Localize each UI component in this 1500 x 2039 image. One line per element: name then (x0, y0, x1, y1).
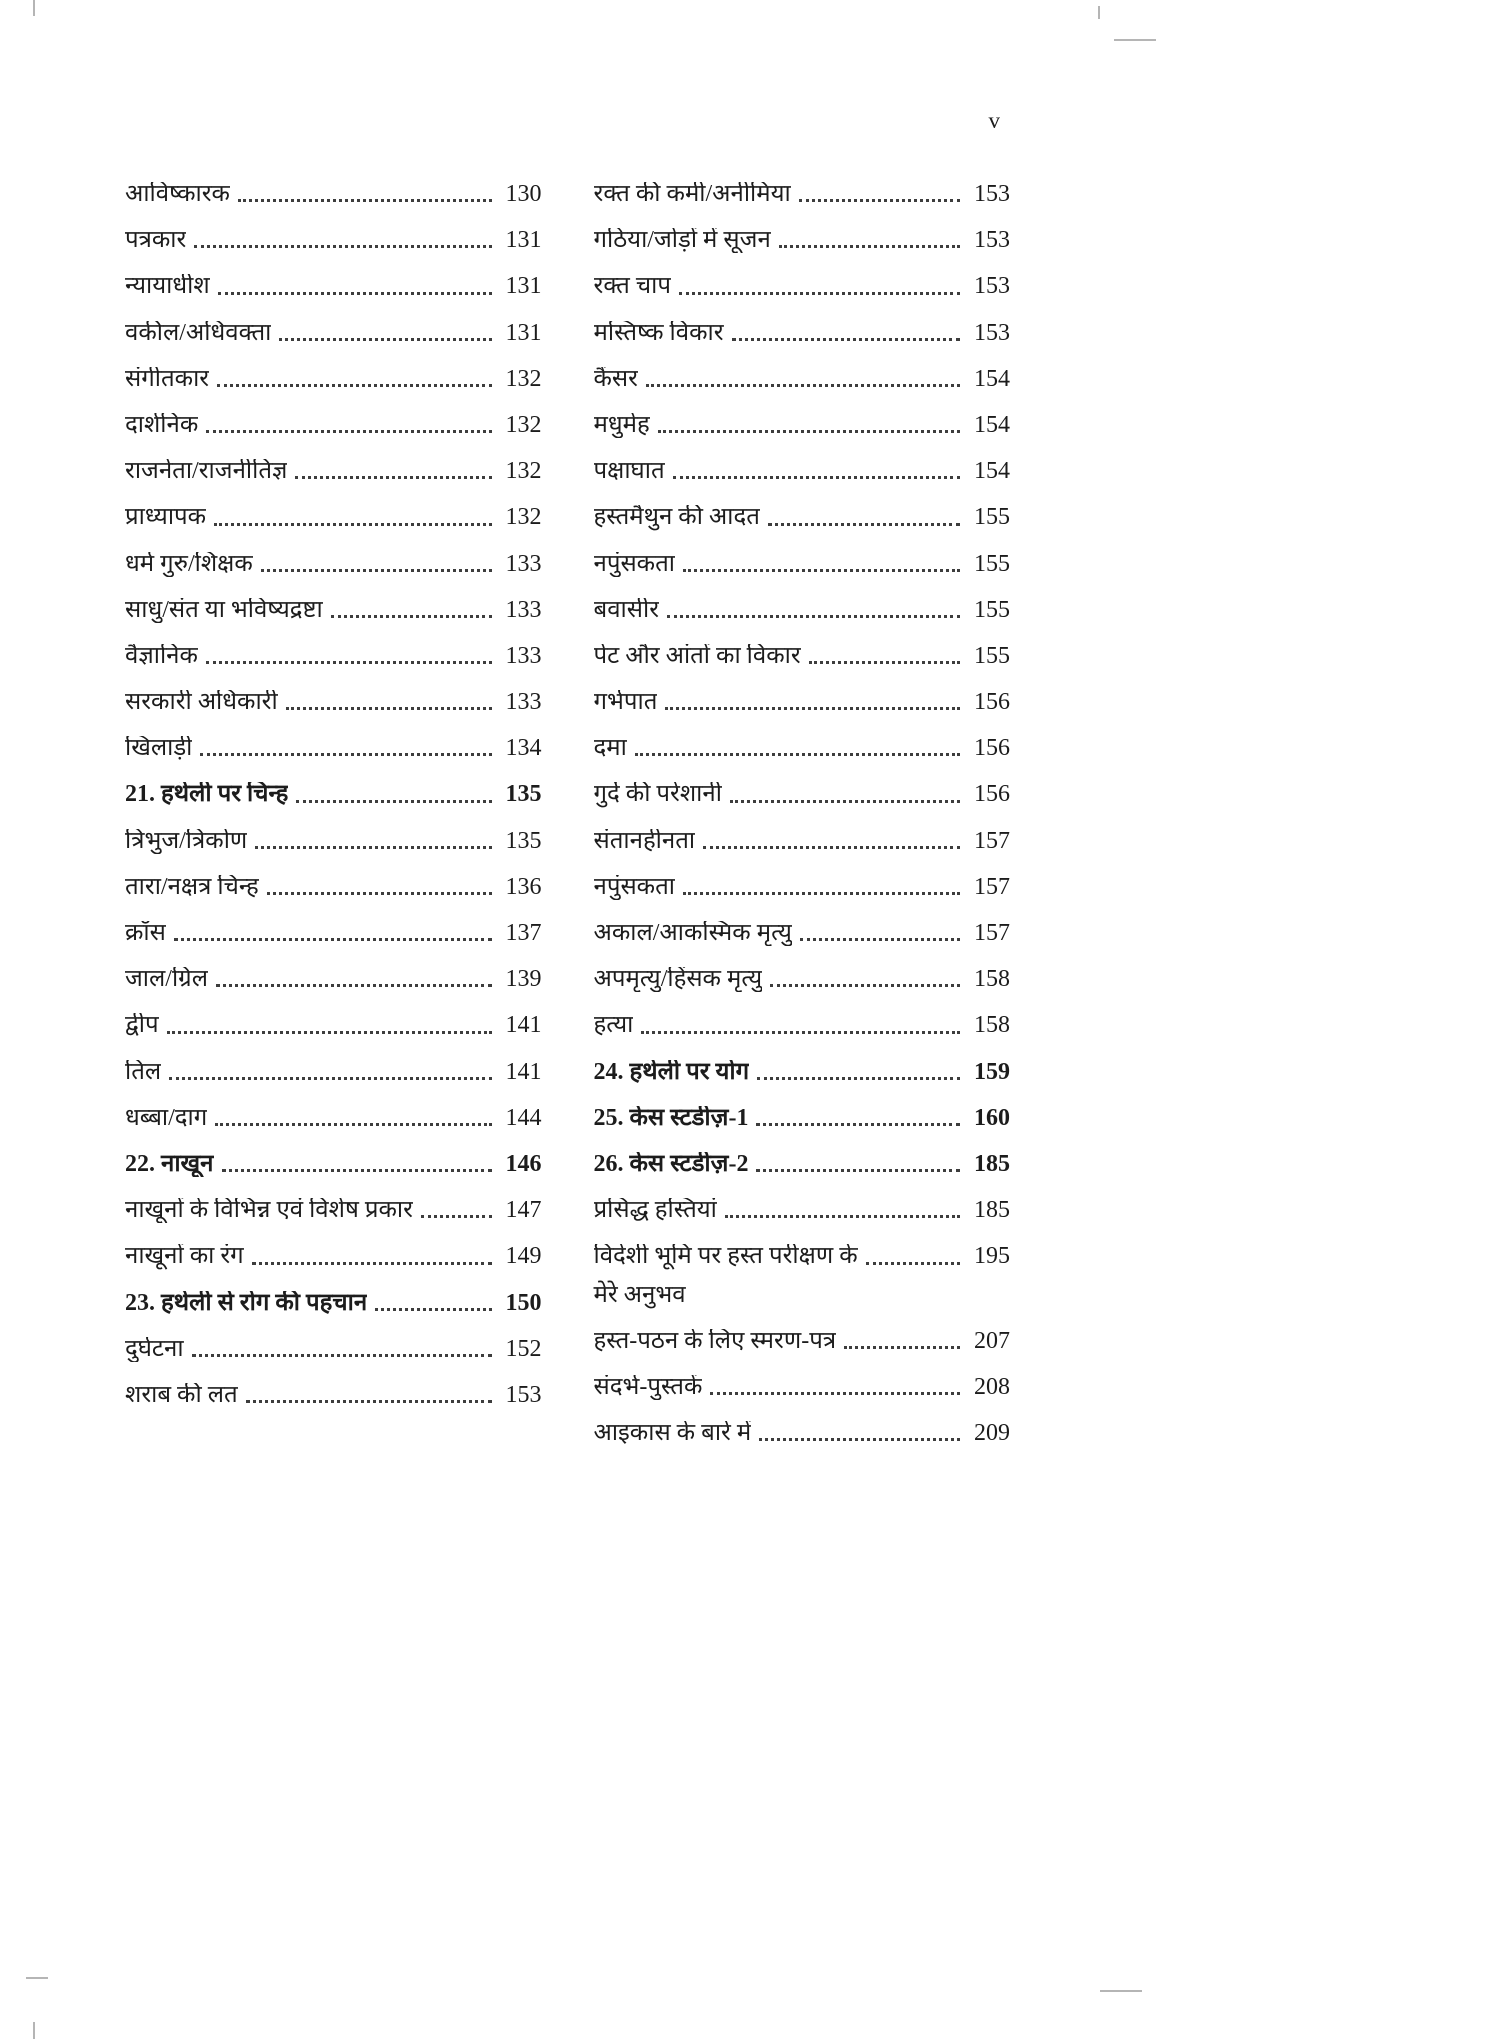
toc-entry-page: 155 (974, 504, 1010, 531)
toc-entry-label: आविष्कारक (125, 182, 230, 207)
toc-entry-page: 139 (505, 966, 542, 993)
toc-entry-page: 135 (505, 781, 542, 808)
toc-entry-label: रक्त चाप (593, 274, 671, 300)
toc-entry-page: 209 (974, 1420, 1010, 1447)
dot-leader (844, 1346, 960, 1349)
crop-mark-bottom-right (1100, 1990, 1142, 1992)
crop-mark-top-left (33, 0, 35, 16)
dot-leader (799, 199, 960, 202)
toc-entry-label: न्यायाधीश (125, 274, 210, 300)
toc-entry-label: 22. नाखून (125, 1151, 214, 1177)
toc-entry-label: 23. हथेली से रोग की पहचान (125, 1290, 368, 1316)
toc-entry-page: 134 (505, 735, 542, 762)
page-number: v (988, 108, 1000, 133)
toc-entry-label: विदेशी भूमि पर हस्त परीक्षण के (593, 1244, 858, 1270)
toc-entry[interactable] (594, 1152, 1011, 1177)
toc-entry-label: 25. केस स्टडीज़-1 (593, 1105, 749, 1131)
toc-entry-label: तिल (125, 1059, 162, 1085)
dot-leader (206, 661, 492, 664)
dot-leader (296, 800, 491, 803)
toc-entry-page: 130 (505, 181, 542, 207)
dot-leader (732, 338, 960, 341)
dot-leader (800, 938, 960, 941)
toc-entry-page: 185 (974, 1150, 1010, 1177)
toc-entry[interactable] (125, 1013, 542, 1038)
dot-leader (375, 1308, 491, 1311)
toc-entry-label: धब्बा/दाग (125, 1105, 208, 1131)
dot-leader (279, 338, 491, 341)
dot-leader (866, 1262, 960, 1265)
toc-entry-page: 157 (974, 827, 1010, 854)
toc-entry-page: 131 (505, 227, 542, 254)
toc-entry[interactable] (594, 413, 1011, 438)
toc-entry-label: प्राध्यापक (125, 505, 207, 531)
toc-entry[interactable] (594, 274, 1011, 299)
crop-mark-top-right-horizontal (1114, 39, 1156, 41)
dot-leader (646, 384, 960, 387)
toc-entry-page: 153 (974, 273, 1010, 300)
toc-entry-page: 150 (505, 1289, 542, 1316)
toc-entry-page: 136 (505, 873, 542, 900)
toc-entry[interactable] (125, 1198, 542, 1223)
dot-leader (167, 1031, 492, 1034)
dot-leader (200, 753, 491, 756)
toc-entry-page: 156 (974, 735, 1010, 762)
toc-entry-label: वकील/अधिवक्ता (125, 320, 272, 346)
toc-entry-label: आइकास के बारे में (593, 1421, 752, 1447)
toc-entry[interactable] (125, 1152, 542, 1177)
toc-entry-label: संगीतकार (125, 366, 210, 392)
toc-entry[interactable] (125, 321, 542, 346)
dot-leader (641, 1031, 960, 1034)
toc-entry-label: गर्भपात (593, 690, 658, 716)
toc-entry[interactable] (594, 967, 1011, 992)
toc-entry-page: 155 (974, 596, 1010, 623)
toc-entry[interactable] (594, 736, 1011, 761)
toc-entry-page: 137 (505, 920, 542, 946)
toc-entry[interactable] (594, 228, 1011, 253)
dot-leader (635, 753, 960, 756)
toc-entry[interactable] (125, 1060, 542, 1085)
toc-entry[interactable] (125, 182, 542, 207)
toc-entry[interactable] (594, 1013, 1011, 1038)
toc-entry[interactable] (594, 1375, 1011, 1400)
toc-entry-page: 153 (974, 319, 1010, 346)
dot-leader (169, 1077, 491, 1080)
toc-entry-page: 159 (974, 1058, 1010, 1085)
toc-entry-page: 154 (974, 411, 1010, 438)
toc-entry-label: नपुंसकता (593, 551, 676, 577)
dot-leader (295, 476, 491, 479)
toc-entry-page: 131 (505, 273, 542, 300)
toc-entry-label: दुर्घटना (125, 1336, 184, 1362)
dot-leader (768, 523, 960, 526)
dot-leader (679, 292, 960, 295)
toc-entry[interactable] (594, 182, 1011, 207)
toc-entry-page: 153 (974, 227, 1010, 254)
dot-leader (809, 661, 960, 664)
toc-entry-page: 135 (505, 827, 542, 854)
toc-entry[interactable] (594, 782, 1011, 807)
toc-entry[interactable] (125, 644, 542, 669)
dot-leader (217, 384, 491, 387)
dot-leader (683, 892, 960, 895)
toc-entry-page: 156 (974, 689, 1010, 716)
toc-entry-label: द्वीप (125, 1013, 159, 1039)
toc-entry-page: 157 (974, 873, 1010, 900)
crop-mark-top-right-vertical (1098, 6, 1100, 19)
dot-leader (216, 984, 492, 987)
toc-entry[interactable] (594, 1421, 1011, 1446)
toc-entry-label: साधु/संत या भविष्यद्रष्टा (125, 597, 323, 623)
toc-entry-page: 156 (974, 781, 1010, 808)
toc-entry-page: 144 (505, 1104, 542, 1131)
toc-entry-page: 160 (974, 1104, 1010, 1131)
toc-entry-page: 195 (974, 1243, 1010, 1270)
toc-entry-page: 131 (505, 319, 542, 346)
toc-entry-label: 26. केस स्टडीज़-2 (593, 1151, 749, 1177)
dot-leader (665, 707, 960, 710)
toc-entry-page: 147 (505, 1197, 542, 1224)
toc-entry-page: 133 (505, 596, 542, 623)
dot-leader (703, 846, 960, 849)
toc-entry-label: गठिया/जोड़ों में सूजन (593, 228, 771, 254)
toc-entry-label: अपमृत्यु/हिंसक मृत्यु (593, 967, 763, 993)
dot-leader (710, 1392, 960, 1395)
toc-entry-label: सरकारी अधिकारी (125, 690, 278, 716)
toc-entry-page: 153 (505, 1381, 542, 1408)
toc-entry[interactable] (125, 274, 542, 299)
toc-entry[interactable] (594, 1106, 1011, 1131)
dot-leader (756, 1169, 960, 1172)
toc-entry[interactable] (125, 228, 542, 253)
toc-entry[interactable] (125, 1106, 542, 1131)
toc-entry[interactable] (125, 552, 542, 577)
toc-entry[interactable] (125, 690, 542, 715)
toc-entry-page: 208 (974, 1373, 1010, 1400)
toc-entry[interactable] (594, 875, 1011, 900)
dot-leader (222, 1169, 492, 1172)
dot-leader (238, 199, 492, 202)
toc-entry[interactable] (594, 321, 1011, 346)
toc-entry[interactable] (125, 829, 542, 854)
toc-entry-label: गुर्दे की परेशानी (593, 782, 722, 808)
toc-entry[interactable] (125, 921, 542, 946)
toc-entry-label: संतानहीनता (593, 828, 696, 854)
toc-entry-page: 133 (505, 550, 542, 577)
toc-entry-page: 185 (974, 1197, 1010, 1224)
toc-entry-label: दमा (593, 736, 627, 762)
toc-entry-page: 158 (974, 966, 1010, 993)
dot-leader (174, 938, 492, 941)
toc-entry-label: खिलाड़ी (125, 736, 193, 762)
toc-entry[interactable] (594, 690, 1011, 715)
toc-entry-page: 207 (974, 1327, 1010, 1354)
toc-entry-label: पेट और आंतों का विकार (593, 643, 801, 669)
toc-entry[interactable] (594, 1060, 1011, 1085)
toc-entry-page: 132 (505, 365, 542, 392)
dot-leader (192, 1354, 492, 1357)
toc-entry-label: नाखूनों के विभिन्न एवं विशेष प्रकार (125, 1198, 413, 1224)
toc-entry-label: राजनेता/राजनीतिज्ञ (125, 459, 288, 485)
toc-entry-label: पक्षाघात (593, 459, 665, 485)
toc-column-left (125, 182, 542, 1467)
dot-leader (255, 846, 491, 849)
toc-entry-label: कैंसर (593, 366, 638, 392)
toc-entry[interactable] (125, 967, 542, 992)
toc-entry[interactable] (125, 367, 542, 392)
toc-entry[interactable] (125, 505, 542, 530)
toc-entry-page: 155 (974, 550, 1010, 577)
dot-leader (779, 245, 960, 248)
toc-entry[interactable] (125, 459, 542, 484)
toc-entry[interactable] (594, 644, 1011, 669)
dot-leader (667, 615, 960, 618)
toc-entry[interactable] (125, 1383, 542, 1408)
dot-leader (267, 892, 492, 895)
dot-leader (286, 707, 492, 710)
toc-entry[interactable] (594, 598, 1011, 623)
toc-entry-label: 24. हथेली पर योग (593, 1059, 750, 1085)
toc-entry[interactable] (125, 1291, 542, 1316)
dot-leader (194, 245, 491, 248)
toc-entry-label: त्रिभुज/त्रिकोण (125, 828, 248, 854)
toc-entry-label: बवासीर (593, 597, 660, 623)
dot-leader (215, 1123, 491, 1126)
toc-entry-page: 158 (974, 1012, 1010, 1039)
toc-entry-label: हस्तमैथुन की आदत (593, 505, 760, 531)
dot-leader (331, 615, 492, 618)
toc-entry[interactable] (594, 505, 1011, 530)
toc-entry-page: 154 (974, 365, 1010, 392)
toc-entry-label: नपुंसकता (593, 874, 676, 900)
toc-entry[interactable] (125, 598, 542, 623)
toc-entry-page: 132 (505, 458, 542, 485)
dot-leader (770, 984, 960, 987)
toc-entry-continuation: मेरे अनुभव (593, 1281, 686, 1308)
toc-entry-page: 141 (505, 1058, 542, 1085)
toc-entry-label: वैज्ञानिक (125, 643, 198, 669)
dot-leader (246, 1400, 492, 1403)
dot-leader (206, 430, 491, 433)
toc-entry[interactable] (125, 1337, 542, 1362)
toc-entry-page: 146 (505, 1150, 542, 1177)
toc-entry-page: 154 (974, 458, 1010, 485)
toc-entry-label: 21. हथेली पर चिन्ह (125, 782, 289, 808)
toc-entry-label: क्रॉस (125, 921, 166, 946)
dot-leader (725, 1215, 960, 1218)
crop-mark-bottom-left-vertical (33, 2022, 35, 2039)
toc-entry-label: रक्त की कमी/अनीमिया (593, 182, 791, 207)
toc-entry-page: 153 (974, 181, 1010, 207)
toc-column-right (594, 182, 1011, 1467)
dot-leader (261, 569, 492, 572)
toc-entry[interactable] (125, 1244, 542, 1269)
toc-entry-label: प्रसिद्ध हस्तियां (593, 1198, 717, 1224)
dot-leader (756, 1123, 960, 1126)
dot-leader (421, 1215, 492, 1218)
toc-entry-page: 155 (974, 642, 1010, 669)
toc-entry[interactable] (594, 1329, 1011, 1354)
toc-entry[interactable] (594, 367, 1011, 392)
toc-entry-label: अकाल/आकस्मिक मृत्यु (593, 921, 792, 946)
dot-leader (730, 800, 960, 803)
toc-entry-label: मधुमेह (593, 412, 650, 438)
toc-entry-page: 141 (505, 1012, 542, 1039)
dot-leader (658, 430, 960, 433)
toc-entry-page: 132 (505, 411, 542, 438)
toc-entry[interactable] (594, 1198, 1011, 1223)
toc-entry-page: 132 (505, 504, 542, 531)
toc-entry-page: 149 (505, 1243, 542, 1270)
dot-leader (673, 476, 960, 479)
toc-entry-page: 133 (505, 642, 542, 669)
dot-leader (214, 523, 491, 526)
toc-entry[interactable] (594, 921, 1011, 946)
toc-entry-page: 152 (505, 1335, 542, 1362)
toc-entry-label: दार्शनिक (125, 412, 199, 438)
toc-entry-label: जाल/ग्रिल (125, 967, 208, 993)
dot-leader (757, 1077, 960, 1080)
toc-entry[interactable] (594, 552, 1011, 577)
dot-leader (218, 292, 492, 295)
crop-mark-bottom-left-horizontal (26, 1977, 48, 1979)
toc-entry-page: 157 (974, 920, 1010, 946)
toc-entry-label: तारा/नक्षत्र चिन्ह (125, 874, 259, 900)
toc-entry-label: संदर्भ-पुस्तकें (593, 1374, 703, 1400)
toc-entry-label: शराब की लत (125, 1382, 238, 1408)
toc-entry-label: हत्या (593, 1013, 634, 1039)
toc-entry-label: नाखूनों का रंग (125, 1244, 244, 1270)
toc-entry-label: धर्म गुरु/शिक्षक (125, 551, 253, 577)
toc-entry[interactable] (125, 875, 542, 900)
toc-entry-label: मस्तिष्क विकार (593, 320, 724, 346)
toc-entry-page: 133 (505, 689, 542, 716)
dot-leader (759, 1438, 960, 1441)
toc-entry[interactable] (594, 829, 1011, 854)
toc-entry[interactable] (594, 1244, 1011, 1269)
toc-entry[interactable] (125, 413, 542, 438)
table-of-contents (125, 182, 1010, 1467)
toc-entry-label: हस्त-पठन के लिए स्मरण-पत्र (593, 1328, 837, 1354)
toc-entry[interactable] (125, 736, 542, 761)
toc-entry-label: पत्रकार (125, 228, 187, 254)
toc-entry[interactable] (125, 782, 542, 807)
dot-leader (252, 1262, 492, 1265)
dot-leader (683, 569, 960, 572)
toc-entry[interactable] (594, 459, 1011, 484)
